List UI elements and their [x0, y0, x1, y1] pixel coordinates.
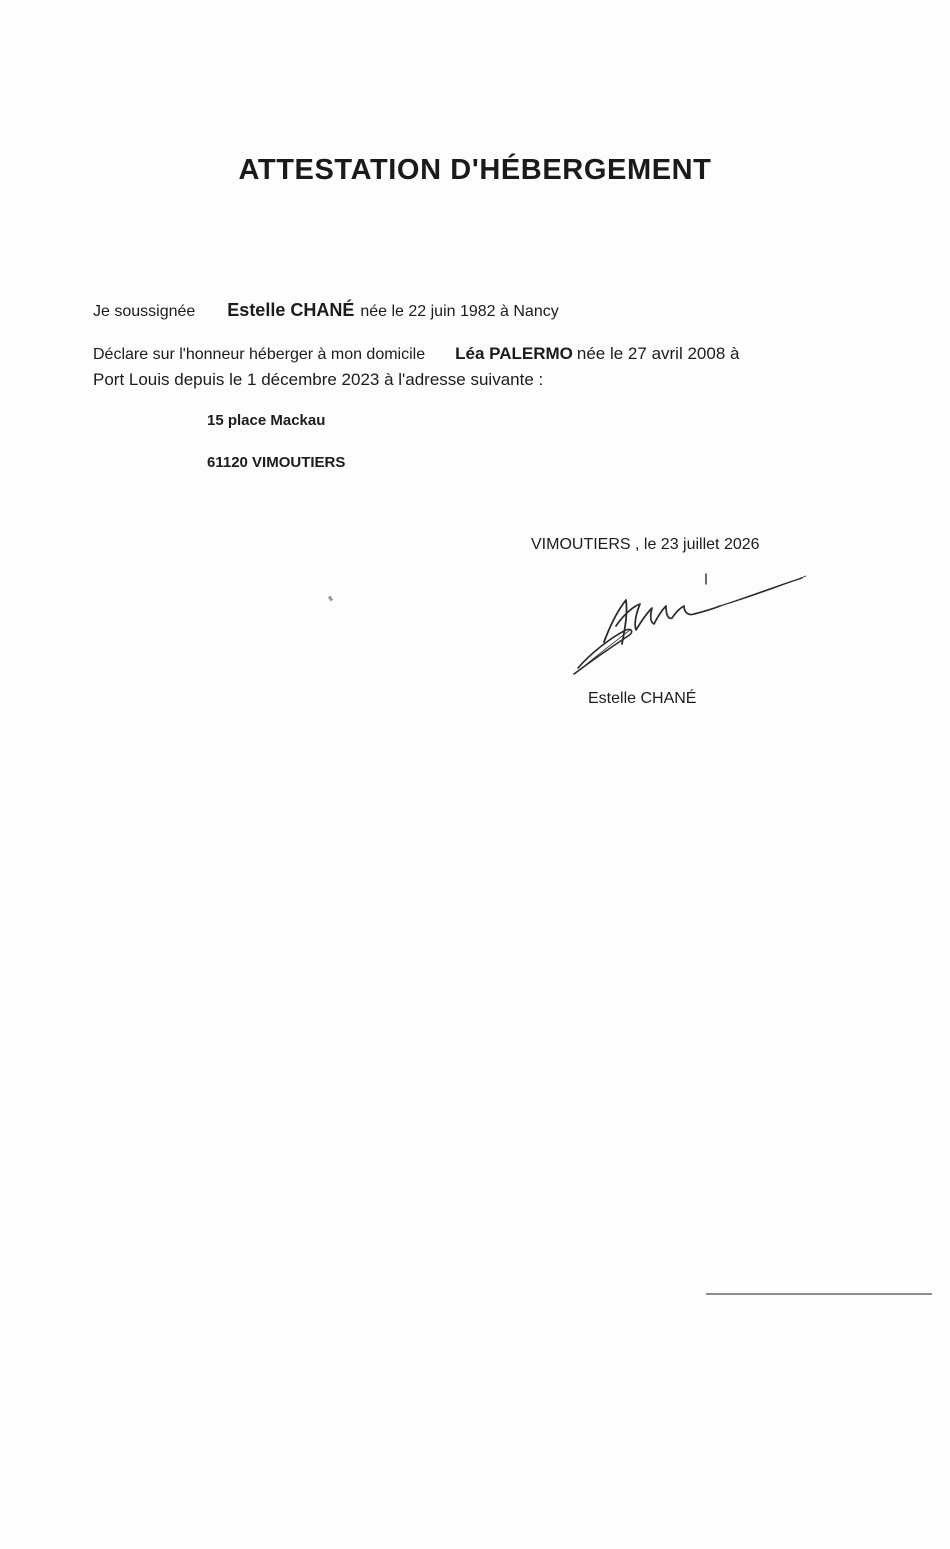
declaration-prefix: Déclare sur l'honneur héberger à mon domicile [93, 346, 426, 363]
handwritten-signature [570, 570, 810, 680]
signer-name: Estelle CHANÉ [588, 690, 697, 707]
hosted-person-birth: née le 27 avril 2008 à [576, 344, 740, 363]
address-city: 61120 VIMOUTIERS [207, 454, 346, 471]
declaration-continuation: Port Louis depuis le 1 décembre 2023 à l'adresse suivante : [93, 370, 544, 389]
declaration-line [93, 344, 739, 364]
declarant-birth: née le 22 juin 1982 à Nancy [360, 303, 559, 320]
hosted-person-name: Léa PALERMO [455, 344, 573, 363]
place-and-date: VIMOUTIERS , le 23 juillet 2026 [531, 536, 760, 553]
address-street: 15 place Mackau [207, 412, 326, 429]
scan-speck [328, 596, 333, 602]
declarant-line [93, 300, 559, 321]
footer-rule [706, 1293, 932, 1295]
declarant-name: Estelle CHANÉ [227, 300, 355, 320]
declarant-prefix: Je soussignée [93, 303, 196, 320]
document-title: ATTESTATION D'HÉBERGEMENT [238, 154, 712, 186]
